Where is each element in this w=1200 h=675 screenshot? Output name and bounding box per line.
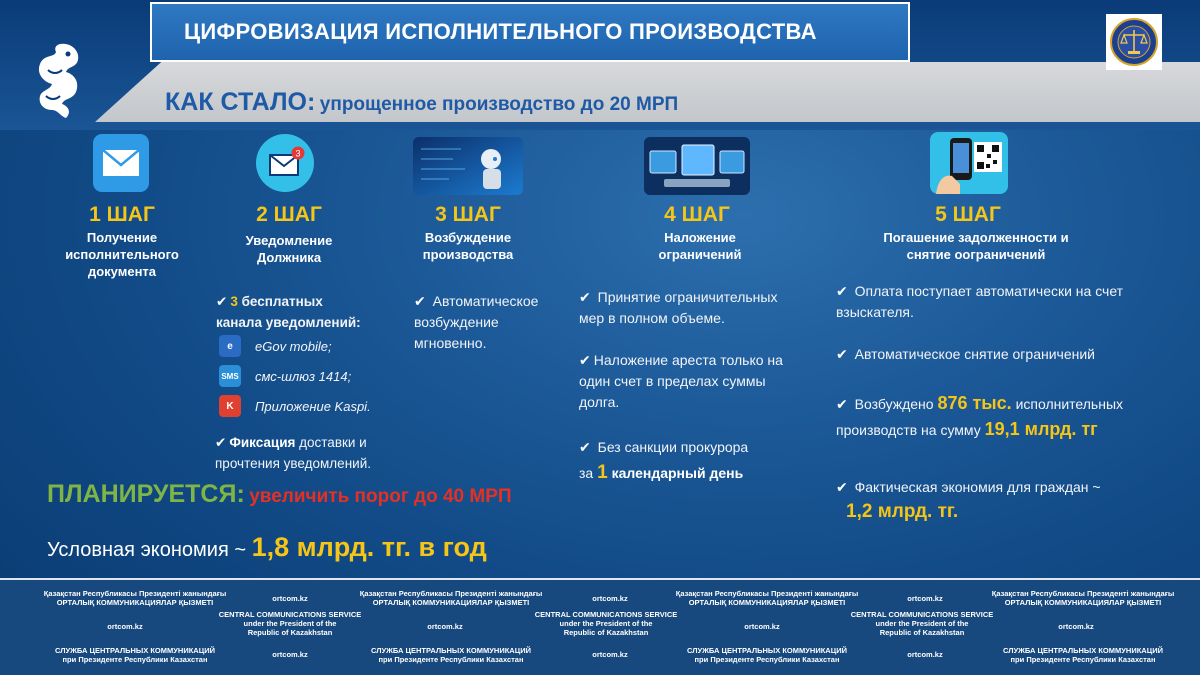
qr-phone-icon (930, 132, 1008, 194)
footer-ru: СЛУЖБА ЦЕНТРАЛЬНЫХ КОММУНИКАЦИЙ при Президенте Республики Казахстан (1002, 646, 1163, 664)
footer-kz: Қазақстан Республикасы Президенті жанындағы ОРТАЛЫҚ КОММУНИКАЦИЯЛАР ҚЫЗМЕТІ (43, 589, 227, 607)
notification-envelope-icon (256, 134, 314, 192)
kaspi-icon: K (219, 395, 241, 417)
subheader-label: КАК СТАЛО: (165, 88, 316, 116)
step-5-title: 5 ШАГ (935, 203, 1001, 226)
step-4-point-3: ✔ Без санкции прокурора за 1 календарный день (579, 439, 749, 483)
robot-image-icon (413, 137, 523, 195)
step-5-desc: Погашение задолженности и снятие оограничений (883, 230, 1069, 262)
sms-icon: SMS (219, 365, 241, 387)
footer-kz: Қазақстан Республикасы Президенті жанындағы ОРТАЛЫҚ КОММУНИКАЦИЯЛАР ҚЫЗМЕТІ (359, 589, 543, 607)
step-5-point-4: ✔ Фактическая экономия для граждан ~ 1,2 млрд. тг. (836, 479, 1101, 522)
channel-egov: e eGov mobile; (219, 335, 332, 357)
title-box (150, 2, 910, 62)
step-3-title: 3 ШАГ (435, 203, 501, 226)
footer-site: ortcom.kz (744, 622, 780, 631)
footer-en: CENTRAL COMMUNICATIONS SERVICE under the President of the Republic of Kazakhstan (534, 610, 678, 637)
footer-ru: СЛУЖБА ЦЕНТРАЛЬНЫХ КОММУНИКАЦИЙ при Президенте Республики Казахстан (686, 646, 847, 664)
scales-emblem-icon (1109, 17, 1159, 67)
emblem-logo (1106, 14, 1162, 70)
step-5-point-2: ✔ Автоматическое снятие ограничений (836, 346, 1095, 362)
step-4-title: 4 ШАГ (664, 203, 730, 226)
step-2-fixation: ✔ Фиксация доставки и прочтения уведомлений. (215, 435, 371, 471)
envelope-icon (93, 134, 149, 192)
footer-site: ortcom.kz (592, 650, 628, 659)
notification-badge: 3 (295, 148, 301, 159)
footer-site: ortcom.kz (592, 594, 628, 603)
step-5-point-3: ✔ Возбуждено 876 тыс. исполнительных производств на сумму 19,1 млрд. тг (836, 393, 1124, 439)
footer (0, 578, 1200, 675)
devices-image-icon (644, 137, 750, 195)
step-4-point-2: ✔ Наложение ареста только на один счет в пределах суммы долга. (579, 352, 783, 410)
egov-icon: e (219, 335, 241, 357)
plan-line (47, 480, 512, 509)
channel-kaspi: K Приложение Kaspi. (219, 395, 371, 417)
footer-ru: СЛУЖБА ЦЕНТРАЛЬНЫХ КОММУНИКАЦИЙ при Президенте Республики Казахстан (370, 646, 531, 664)
economy-value: 1,8 млрд. тг. в год (251, 532, 487, 562)
footer-en: CENTRAL COMMUNICATIONS SERVICE under the President of the Republic of Kazakhstan (218, 610, 362, 637)
step-1-desc: Получение исполнительного документа (65, 230, 179, 279)
footer-en: CENTRAL COMMUNICATIONS SERVICE under the President of the Republic of Kazakhstan (850, 610, 994, 637)
step-3-desc: Возбуждение производства (422, 230, 514, 262)
footer-kz: Қазақстан Республикасы Президенті жанындағы ОРТАЛЫҚ КОММУНИКАЦИЯЛАР ҚЫЗМЕТІ (675, 589, 859, 607)
step-2-desc: Уведомление Должника (245, 233, 333, 265)
footer-site: ortcom.kz (907, 650, 943, 659)
step-3-details: ✔ Автоматическое возбуждение мгновенно. (414, 293, 539, 351)
footer-site: ortcom.kz (272, 650, 308, 659)
footer-site: ortcom.kz (272, 594, 308, 603)
subheader-text: упрощенное производство до 20 МРП (319, 94, 679, 115)
footer-kz: Қазақстан Республикасы Президенті жанындағы ОРТАЛЫҚ КОММУНИКАЦИЯЛАР ҚЫЗМЕТІ (991, 589, 1175, 607)
footer-site: ortcom.kz (427, 622, 463, 631)
footer-site: ortcom.kz (1058, 622, 1094, 631)
economy-line (47, 532, 487, 563)
plan-label: ПЛАНИРУЕТСЯ: (47, 480, 245, 508)
subheader (165, 88, 678, 117)
snow-leopard-logo-icon (30, 40, 85, 120)
economy-label: Условная экономия ~ (47, 539, 247, 561)
step-4-desc: Наложение ограничений (658, 230, 742, 262)
step-5-point-1: ✔ Оплата поступает автоматически на счет взыскателя. (836, 283, 1124, 320)
channel-sms: SMS смс-шлюз 1414; (219, 365, 351, 387)
footer-ru: СЛУЖБА ЦЕНТРАЛЬНЫХ КОММУНИКАЦИЙ при Президенте Республики Казахстан (54, 646, 215, 664)
step-1-title: 1 ШАГ (89, 203, 155, 226)
page-title: ЦИФРОВИЗАЦИЯ ИСПОЛНИТЕЛЬНОГО ПРОИЗВОДСТВА (184, 19, 817, 44)
step-4-point-1: ✔ Принятие ограничительных мер в полном объеме. (579, 289, 778, 326)
step-2-channels-header: ✔ 3 бесплатных канала уведомлений: (216, 294, 361, 330)
plan-text: увеличить порог до 40 МРП (249, 486, 512, 507)
step-2-title: 2 ШАГ (256, 203, 322, 226)
footer-site: ortcom.kz (107, 622, 143, 631)
footer-site: ortcom.kz (907, 594, 943, 603)
